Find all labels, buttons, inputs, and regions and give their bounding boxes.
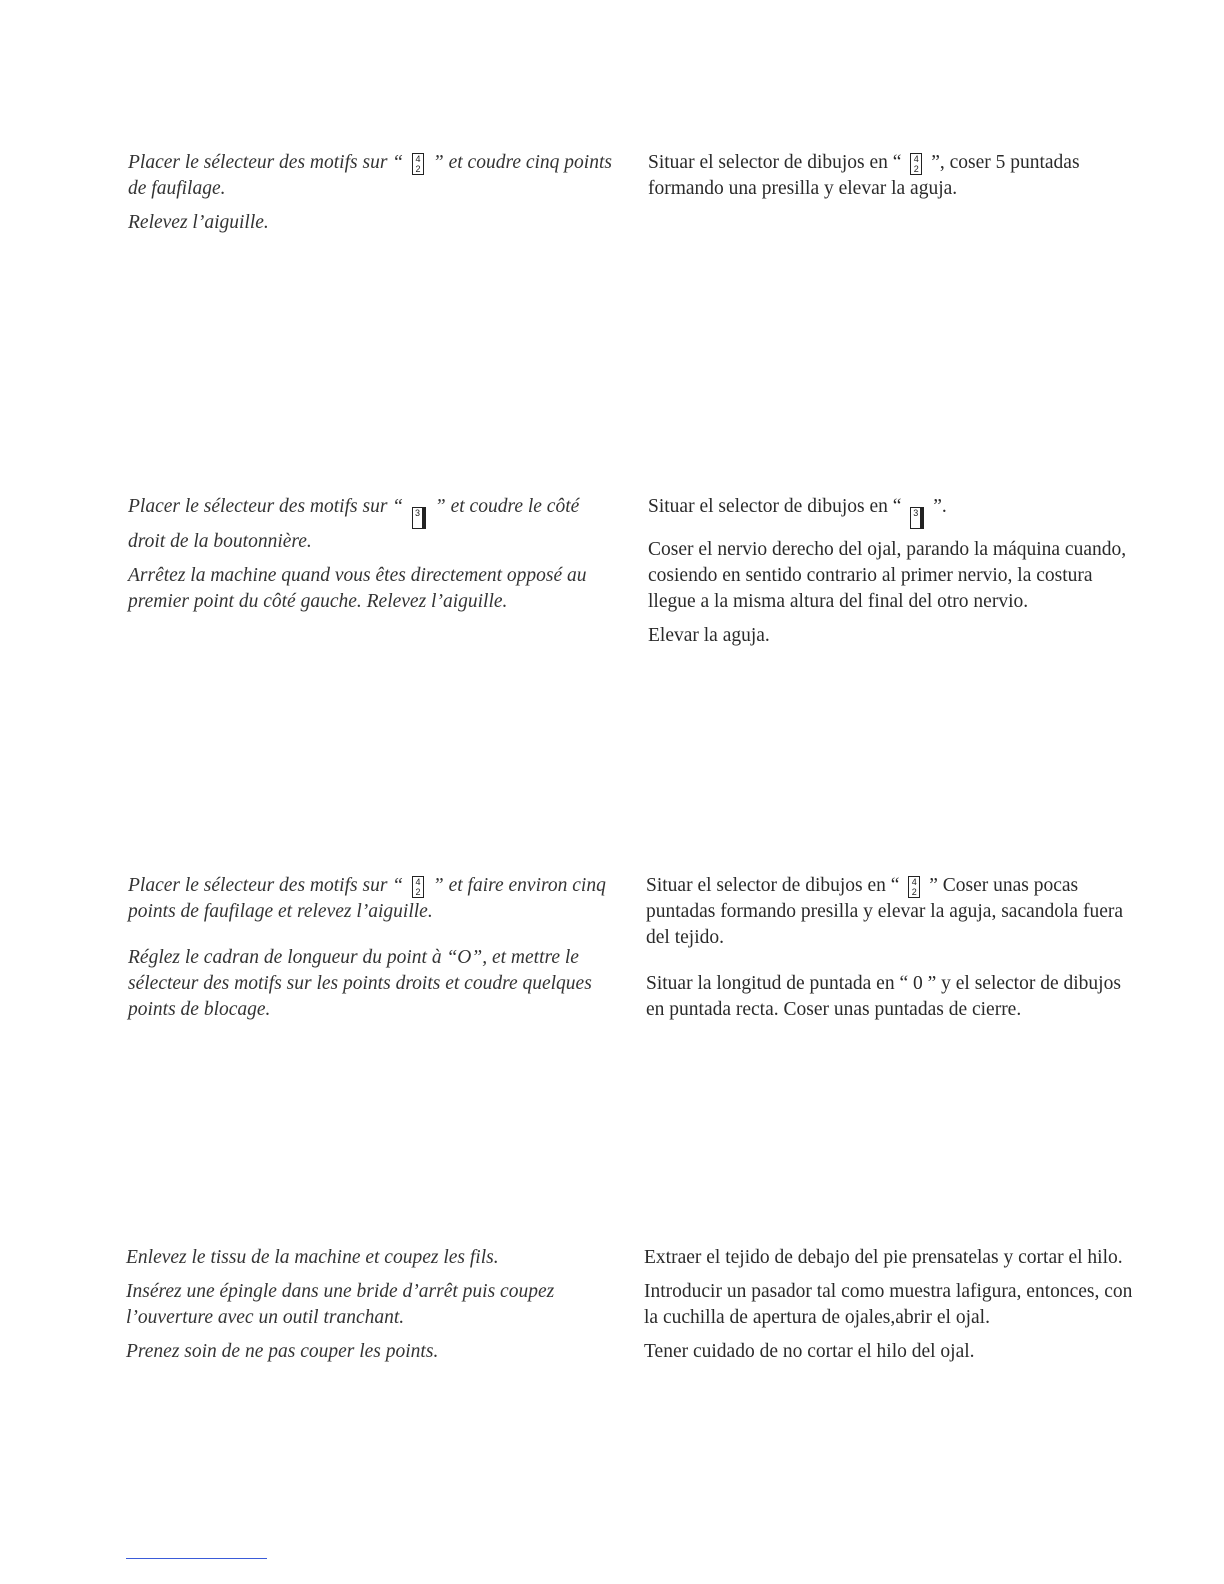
section-2-es-para-2: Coser el nervio derecho del ojal, parando la máquina cuando, cosiendo en sentido contrario al primer nervio, la costura llegue a la misma altura del final del otro nervio.	[648, 539, 1127, 612]
section-2-french	[128, 494, 618, 623]
section-4-es-para-3: Tener cuidado de no cortar el hilo del ojal.	[644, 1341, 975, 1362]
section-4-es-para-1: Extraer el tejido de debajo del pie prensatelas y cortar el hilo.	[644, 1247, 1123, 1268]
section-1-spanish	[648, 150, 1133, 210]
section-2-fr-para-2: Arrêtez la machine quand vous êtes directement opposé au premier point du côté gauche. Relevez l’aiguille.	[128, 565, 587, 612]
section-4-fr-para-2: Insérez une épingle dans une bride d’arrêt puis coupez l’ouverture avec un outil tranchant.	[126, 1281, 555, 1328]
section-4-fr-para-3: Prenez soin de ne pas couper les points.	[126, 1341, 439, 1362]
section-3-spanish	[646, 873, 1133, 1031]
section-3-french	[128, 873, 618, 1031]
pattern-selector-icon: 4 2	[908, 876, 920, 898]
section-4-fr-para-1: Enlevez le tissu de la machine et coupez les fils.	[126, 1247, 499, 1268]
section-3-es-para-1: Situar el selector de dibujos en “ 4 2 ” Coser unas pocas puntadas formando presilla y elevar la aguja, sacandola fuera del tejido.	[646, 875, 1123, 948]
pattern-selector-icon: 4 2	[412, 876, 424, 898]
footer-rule	[126, 1558, 267, 1559]
pattern-selector-icon: 3	[910, 507, 924, 529]
section-3-fr-para-1: Placer le sélecteur des motifs sur “ 4 2 ” et faire environ cinq points de faufilage et relevez l’aiguille.	[128, 875, 606, 922]
pattern-selector-icon: 4 2	[910, 153, 922, 175]
pattern-selector-icon: 4 2	[412, 153, 424, 175]
section-2-spanish	[648, 494, 1133, 657]
pattern-selector-icon: 3	[412, 507, 426, 529]
section-2-es-para-1: Situar el selector de dibujos en “ 3 ”.	[648, 494, 1133, 529]
section-2-fr-para-1: Placer le sélecteur des motifs sur “ 3 ” et coudre le côté droit de la boutonnière.	[128, 496, 580, 552]
section-2-es-para-3: Elevar la aguja.	[648, 625, 770, 646]
section-4-french	[126, 1245, 618, 1373]
section-1-french	[128, 150, 618, 244]
section-1-fr-para-2: Relevez l’aiguille.	[128, 212, 269, 233]
section-3-es-para-2: Situar la longitud de puntada en “ 0 ” y el selector de dibujos en puntada recta. Coser unas puntadas de cierre.	[646, 973, 1121, 1020]
section-1-fr-para-1: Placer le sélecteur des motifs sur “ 4 2 ” et coudre cinq points de faufilage.	[128, 152, 612, 199]
section-1-es-para-1: Situar el selector de dibujos en “ 4 2 ”, coser 5 puntadas formando una presilla y elevar la aguja.	[648, 152, 1080, 199]
section-4-spanish	[644, 1245, 1133, 1373]
section-4-es-para-2: Introducir un pasador tal como muestra lafigura, entonces, con la cuchilla de apertura de ojales,abrir el ojal.	[644, 1281, 1133, 1328]
section-3-fr-para-2: Réglez le cadran de longueur du point à “O”, et mettre le sélecteur des motifs sur les points droits et coudre quelques points de blocage.	[128, 947, 592, 1020]
